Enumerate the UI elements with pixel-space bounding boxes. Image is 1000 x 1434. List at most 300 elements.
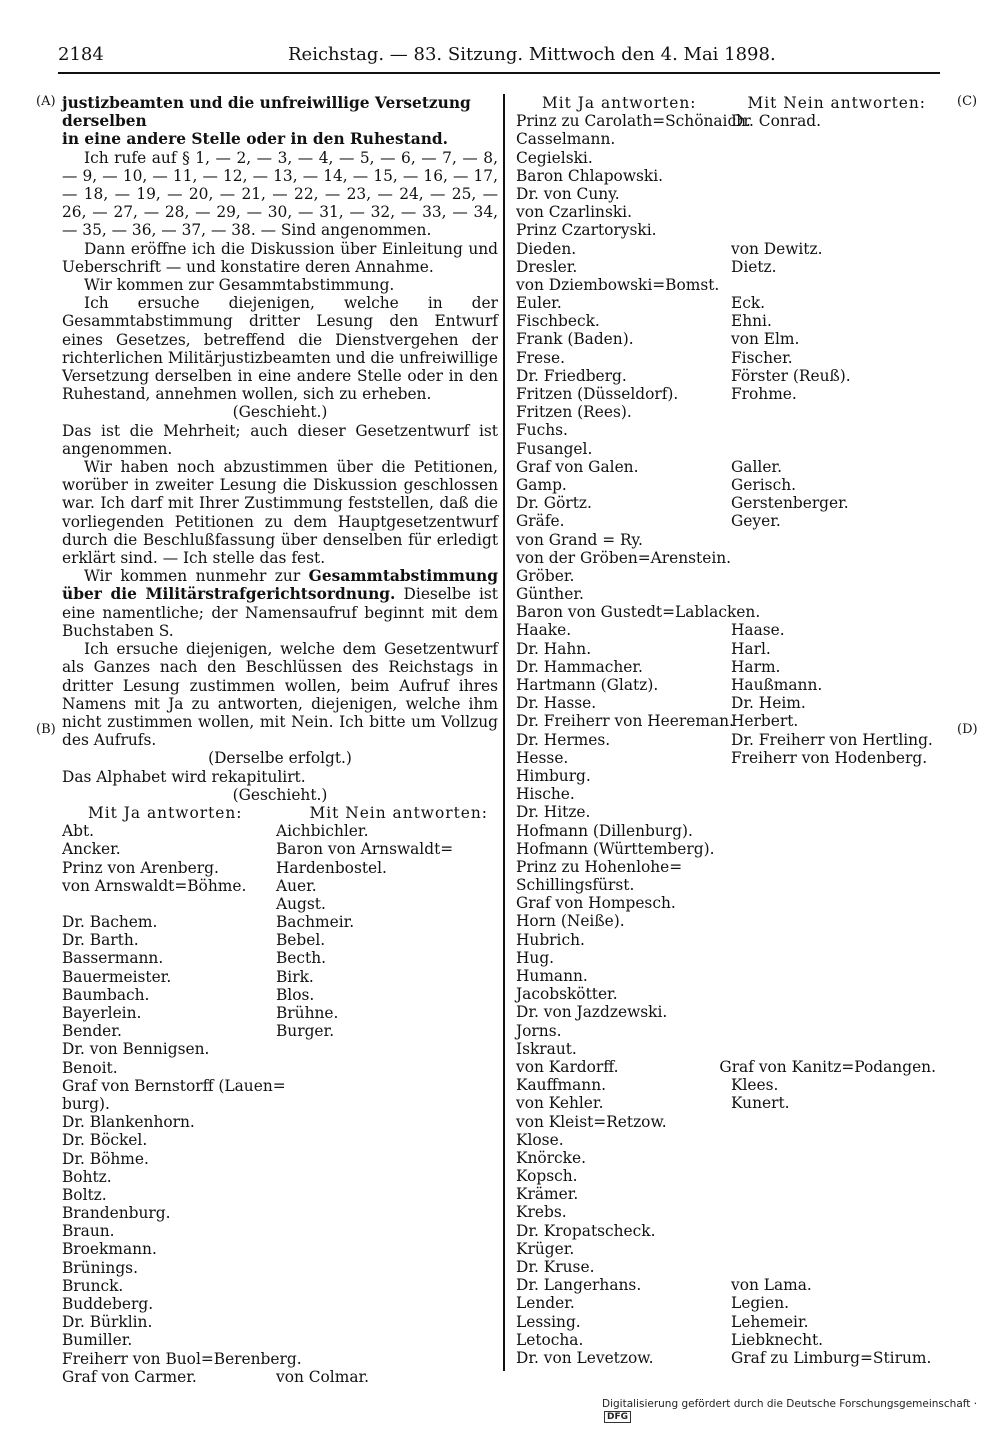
no-name — [731, 185, 936, 203]
vote-row — [62, 1168, 498, 1186]
no-name: Liebknecht. — [731, 1330, 824, 1349]
vote-row — [516, 276, 936, 294]
no-name: Frohme. — [731, 385, 797, 404]
vote-row — [62, 1350, 498, 1368]
yes-name: Graf von Carmer. — [62, 1367, 197, 1386]
margin-mark-d: (D) — [957, 722, 978, 737]
vote-row — [516, 640, 936, 658]
no-name: Haase. — [731, 621, 785, 640]
yes-name: Benoit. — [62, 1058, 118, 1077]
no-name — [731, 949, 936, 967]
vote-row — [516, 549, 936, 567]
left-column — [62, 94, 498, 1386]
vote-row — [516, 858, 936, 876]
vote-row — [516, 130, 936, 148]
no-name — [731, 894, 936, 912]
no-name: Bebel. — [276, 931, 326, 950]
yes-name: Braun. — [62, 1222, 115, 1241]
vote-row — [62, 1186, 498, 1204]
vote-row — [62, 859, 498, 877]
vote-row — [516, 1113, 936, 1131]
vote-row — [516, 676, 936, 694]
yes-name: Bauermeister. — [62, 967, 172, 986]
vote-row — [62, 1240, 498, 1258]
no-name: Harl. — [731, 639, 771, 658]
yes-name: Baron Chlapowski. — [516, 166, 664, 185]
no-name — [276, 1222, 498, 1240]
paragraph-instructions: Ich ersuche diejenigen, welche dem Gesetzentwurf als Ganzes nach den Beschlüssen des Reichstags in dritter Lesung zustimmen wollen, beim Aufruf ihres Namens mit Ja zu antworten, diejenigen, welche ihm nicht zustimmen wollen, mit Nein. Ich bitte um Vollzug des Aufrufs. — [62, 640, 498, 750]
no-name — [731, 967, 936, 985]
no-name — [731, 931, 936, 949]
no-name — [731, 876, 936, 894]
vote-row — [62, 968, 498, 986]
yes-name: Brunck. — [62, 1276, 124, 1295]
vote-row — [516, 694, 936, 712]
yes-name: Bayerlein. — [62, 1004, 142, 1022]
yes-name: Dr. Langerhans. — [516, 1276, 642, 1295]
no-name — [731, 421, 936, 439]
no-name — [276, 1168, 498, 1186]
vote-row — [516, 585, 936, 603]
no-name — [276, 1331, 498, 1349]
yes-name: Hug. — [516, 948, 555, 967]
paragraph-roll-call — [62, 567, 498, 640]
no-name: Dr. Conrad. — [731, 112, 822, 131]
vote-row — [516, 421, 936, 439]
yes-name: von Grand = Ry. — [516, 530, 643, 549]
yes-name: Prinz zu Hohenlohe= — [516, 857, 683, 876]
yes-name: Broekmann. — [62, 1240, 157, 1259]
yes-name: von Kardorff. — [516, 1057, 619, 1076]
no-name — [731, 1113, 936, 1131]
no-name: Becth. — [276, 949, 327, 968]
vote-heading-right — [516, 94, 936, 112]
vote-row — [516, 603, 936, 621]
yes-name: Bassermann. — [62, 949, 164, 968]
vote-row — [516, 1022, 936, 1040]
yes-name: Baumbach. — [62, 985, 150, 1004]
intro-heading-line-2: in eine andere Stelle oder in den Ruhestand. — [62, 130, 449, 149]
no-name — [731, 1003, 936, 1021]
vote-row — [516, 494, 936, 512]
yes-name: Gräfe. — [516, 512, 565, 531]
vote-row — [516, 1167, 936, 1185]
yes-name: Fritzen (Düsseldorf). — [516, 385, 679, 404]
vote-row — [516, 349, 936, 367]
no-name — [731, 803, 936, 821]
yes-name: burg). — [62, 1094, 110, 1113]
no-name — [731, 767, 936, 785]
vote-row — [516, 767, 936, 785]
vote-row — [516, 1203, 936, 1221]
no-name: Bachmeir. — [276, 913, 355, 932]
vote-row — [62, 1259, 498, 1277]
vote-row — [516, 512, 936, 530]
yes-name: Dr. Hahn. — [516, 639, 592, 658]
vote-row — [516, 185, 936, 203]
no-name — [731, 1185, 936, 1203]
no-name: Eck. — [731, 294, 766, 313]
vote-row — [516, 822, 936, 840]
vote-row — [62, 1204, 498, 1222]
yes-name: Dr. Kropatscheck. — [516, 1221, 656, 1240]
no-name — [276, 1095, 498, 1113]
yes-name: Dr. Friedberg. — [516, 366, 627, 385]
no-name: Birk. — [276, 967, 314, 986]
paragraph-overall-vote: Wir kommen zur Gesammtabstimmung. — [84, 276, 395, 295]
vote-row — [516, 385, 936, 403]
vote-row — [516, 1258, 936, 1276]
no-name: Lehemeir. — [731, 1312, 809, 1331]
no-name: Dietz. — [731, 257, 777, 276]
yes-name: Knörcke. — [516, 1148, 586, 1167]
vote-row — [516, 167, 936, 185]
no-name — [731, 585, 936, 603]
margin-mark-c: (C) — [957, 94, 978, 109]
vote-row — [516, 149, 936, 167]
no-name — [731, 149, 936, 167]
header-rule — [58, 72, 940, 74]
yes-name: Hofmann (Württemberg). — [516, 839, 715, 858]
vote-row — [516, 749, 936, 767]
vote-row — [62, 1150, 498, 1168]
yes-name: Fritzen (Rees). — [516, 403, 632, 422]
yes-name: Hesse. — [516, 748, 569, 767]
no-name: Graf von Kanitz=Podangen. — [719, 1057, 936, 1076]
no-name — [731, 167, 936, 185]
vote-row — [516, 803, 936, 821]
yes-name: von der Gröben=Arenstein. — [516, 548, 732, 567]
no-name — [731, 840, 936, 858]
vote-row — [516, 912, 936, 930]
yes-name: Krüger. — [516, 1239, 575, 1258]
no-name: Freiherr von Hodenberg. — [731, 748, 928, 767]
yes-name: Freiherr von Buol=Berenberg. — [62, 1349, 302, 1368]
yes-name: Bohtz. — [62, 1167, 112, 1186]
yes-name: von Dziembowski=Bomst. — [516, 275, 720, 294]
roll-call-text-a: Wir kommen nunmehr zur — [84, 567, 309, 586]
vote-row — [516, 1131, 936, 1149]
intro-heading-line-1: justizbeamten und die unfreiwillige Versetzung derselben — [62, 94, 471, 131]
roll-call-text-c: Dieselbe ist eine namentliche; der Namensaufruf beginnt mit dem Buchstaben S. — [62, 585, 498, 640]
vote-row — [516, 1294, 936, 1312]
no-name — [731, 1203, 936, 1221]
yes-name: Kopsch. — [516, 1167, 578, 1186]
yes-name: Dresler. — [516, 257, 578, 276]
no-name: Dr. Freiherr von Hertling. — [731, 730, 933, 749]
vote-row — [516, 894, 936, 912]
vote-row — [516, 785, 936, 803]
no-name — [731, 403, 936, 421]
yes-name: Dr. von Levetzow. — [516, 1348, 654, 1367]
no-name — [276, 1040, 498, 1058]
vote-row — [516, 1349, 936, 1367]
no-name — [276, 1131, 498, 1149]
vote-row — [62, 1222, 498, 1240]
yes-name: Jorns. — [516, 1021, 562, 1040]
vote-row — [516, 1058, 936, 1076]
no-name: Herbert. — [731, 712, 799, 731]
yes-name: Dr. Blankenhorn. — [62, 1113, 195, 1132]
no-name — [276, 1113, 498, 1131]
stage-direction-2: (Derselbe erfolgt.) — [208, 749, 352, 768]
vote-row — [516, 203, 936, 221]
no-name — [731, 603, 936, 621]
vote-row — [62, 895, 498, 913]
vote-row — [62, 1368, 498, 1386]
no-name: Baron von Arnswaldt= — [276, 840, 454, 859]
yes-name: Abt. — [62, 822, 95, 841]
yes-name: Gröber. — [516, 566, 575, 585]
yes-name: von Arnswaldt=Böhme. — [62, 876, 247, 895]
vote-yes-heading: Mit Ja antworten: — [88, 803, 243, 822]
vote-row — [516, 112, 936, 130]
yes-name: Boltz. — [62, 1185, 107, 1204]
no-name: Harm. — [731, 657, 781, 676]
yes-name: Letocha. — [516, 1330, 584, 1349]
paragraph-sections: Ich rufe auf § 1, — 2, — 3, — 4, — 5, — 6, — 7, — 8, — 9, — 10, — 11, — 12, — 13, — 14, — 15, — 16, — 17, — 18, — 19, — 20, — 21, — 22, — 23, — 24, — 25, — 26, — 27, — 28, — 29, — 30, — 31, — 32, — 33, — 34, — 35, — 36, — 37, — 38. — Sind angenommen. — [62, 148, 498, 240]
no-name: Aichbichler. — [276, 822, 369, 841]
no-name: Blos. — [276, 985, 315, 1004]
yes-name: Gamp. — [516, 475, 567, 494]
yes-name: Dr. Hermes. — [516, 730, 611, 749]
no-name: Kunert. — [731, 1094, 790, 1113]
yes-name: von Kehler. — [516, 1094, 604, 1113]
yes-name: Fuchs. — [516, 421, 568, 440]
vote-row — [62, 822, 498, 840]
vote-row — [62, 986, 498, 1004]
yes-name: Dr. Hasse. — [516, 694, 597, 713]
vote-row — [516, 876, 936, 894]
no-name — [731, 1222, 936, 1240]
no-name — [731, 985, 936, 1003]
no-name — [731, 822, 936, 840]
yes-name: Prinz von Arenberg. — [62, 858, 219, 877]
vote-row — [62, 1022, 498, 1040]
no-name — [731, 130, 936, 148]
no-name — [731, 203, 936, 221]
no-name — [276, 1150, 498, 1168]
no-name — [276, 1295, 498, 1313]
no-name — [731, 1149, 936, 1167]
paragraph-request: Ich ersuche diejenigen, welche in der Gesammtabstimmung dritter Lesung den Entwurf eines Gesetzes, betreffend die Dienstvergehen der richterlichen Militärjustizbeamten und die unfreiwillige Versetzung derselben in eine andere Stelle oder in den Ruhestand, annehmen wollen, sich zu erheben. — [62, 294, 498, 404]
yes-name: Dr. Hammacher. — [516, 657, 643, 676]
yes-name: Dr. von Cuny. — [516, 184, 620, 203]
yes-name: Buddeberg. — [62, 1295, 154, 1313]
no-name: Graf zu Limburg=Stirum. — [731, 1348, 932, 1367]
yes-name: Dr. von Jazdzewski. — [516, 1003, 668, 1022]
yes-name: Graf von Bernstorff (Lauen= — [62, 1076, 286, 1095]
vote-row — [62, 1095, 498, 1113]
page-number: 2184 — [58, 44, 104, 65]
yes-name: Humann. — [516, 967, 588, 986]
yes-name: Dr. Böhme. — [62, 1149, 149, 1168]
yes-name: Frese. — [516, 348, 566, 367]
yes-name — [62, 895, 276, 913]
yes-name: Hubrich. — [516, 930, 585, 949]
no-name — [276, 1259, 498, 1277]
no-name — [731, 531, 936, 549]
yes-name: Hofmann (Dillenburg). — [516, 821, 693, 840]
vote-row — [516, 949, 936, 967]
yes-name: Dr. Freiherr von Heereman. — [516, 712, 734, 731]
no-name — [731, 785, 936, 803]
no-name: Legien. — [731, 1294, 790, 1313]
yes-name: Haake. — [516, 621, 572, 640]
yes-name: Lessing. — [516, 1312, 581, 1331]
yes-name: Graf von Galen. — [516, 457, 639, 476]
vote-yes-heading-right: Mit Ja antworten: — [542, 94, 697, 112]
no-name — [731, 1258, 936, 1276]
no-name — [276, 1186, 498, 1204]
yes-name: Dieden. — [516, 239, 577, 258]
no-name — [276, 1204, 498, 1222]
vote-row — [516, 840, 936, 858]
no-name: Dr. Heim. — [731, 694, 806, 713]
vote-row — [62, 1295, 498, 1313]
yes-name: Fischbeck. — [516, 312, 600, 331]
vote-row — [516, 567, 936, 585]
vote-row — [516, 967, 936, 985]
vote-row — [62, 913, 498, 931]
right-column — [516, 94, 936, 1367]
vote-row — [516, 731, 936, 749]
no-name — [731, 276, 936, 294]
no-name: Burger. — [276, 1022, 335, 1041]
right-vote-list — [516, 112, 936, 1367]
no-name: Klees. — [731, 1076, 779, 1095]
vote-row — [516, 1094, 936, 1112]
no-name: von Elm. — [731, 330, 800, 349]
left-vote-list — [62, 822, 498, 1386]
footer-credit — [602, 1398, 1000, 1423]
vote-row — [516, 1076, 936, 1094]
yes-name: Ancker. — [62, 840, 121, 859]
no-name: Auer. — [276, 876, 317, 895]
vote-row — [62, 1059, 498, 1077]
vote-row — [516, 294, 936, 312]
vote-row — [516, 531, 936, 549]
no-name — [276, 1077, 498, 1095]
yes-name: Euler. — [516, 294, 562, 313]
yes-name: Himburg. — [516, 766, 591, 785]
yes-name: Dr. Bürklin. — [62, 1313, 153, 1332]
no-name — [276, 1350, 498, 1368]
yes-name: Cegielski. — [516, 148, 593, 167]
no-name — [731, 1040, 936, 1058]
vote-row — [516, 476, 936, 494]
paragraph-majority: Das ist die Mehrheit; auch dieser Gesetzentwurf ist angenommen. — [62, 421, 498, 458]
no-name — [731, 1022, 936, 1040]
no-name — [276, 1277, 498, 1295]
yes-name: Lender. — [516, 1294, 575, 1313]
margin-mark-a: (A) — [36, 94, 56, 109]
no-name — [731, 912, 936, 930]
yes-name: Graf von Hompesch. — [516, 894, 676, 913]
vote-row — [516, 258, 936, 276]
vote-row — [62, 1131, 498, 1149]
no-name — [276, 1240, 498, 1258]
vote-row — [516, 312, 936, 330]
stage-direction: (Geschieht.) — [232, 403, 328, 422]
yes-name: Bumiller. — [62, 1331, 133, 1350]
yes-name: Horn (Neiße). — [516, 912, 625, 931]
no-name: Brühne. — [276, 1004, 339, 1022]
no-name: Gerisch. — [731, 475, 797, 494]
no-name: Geyer. — [731, 512, 781, 531]
vote-row — [62, 1331, 498, 1349]
vote-row — [62, 1113, 498, 1131]
yes-name: Dr. Barth. — [62, 931, 139, 950]
yes-name: Krebs. — [516, 1203, 567, 1222]
no-name: von Colmar. — [276, 1367, 370, 1386]
yes-name: Baron von Gustedt=Lablacken. — [516, 603, 761, 622]
paragraph-alphabet: Das Alphabet wird rekapitulirt. — [62, 767, 306, 786]
margin-mark-b: (B) — [36, 722, 56, 737]
yes-name: Dr. Bachem. — [62, 913, 158, 932]
yes-name: Krämer. — [516, 1185, 579, 1204]
no-name: Hardenbostel. — [276, 858, 387, 877]
vote-row — [516, 931, 936, 949]
yes-name: von Czarlinski. — [516, 203, 632, 222]
paragraph-petitions: Wir haben noch abzustimmen über die Petitionen, worüber in zweiter Lesung die Diskussion geschlossen war. Ich darf mit Ihrer Zustimmung feststellen, daß die vorliegenden Petitionen zu dem Hauptgesetzentwurf durch die Beschlußfassung über denselben für erledigt erklärt sind. — Ich stelle das fest. — [62, 458, 498, 568]
yes-name: Dr. Görtz. — [516, 494, 592, 513]
vote-row — [62, 1004, 498, 1022]
vote-row — [516, 1003, 936, 1021]
no-name: Förster (Reuß). — [731, 366, 851, 385]
yes-name: von Kleist=Retzow. — [516, 1112, 667, 1131]
vote-row — [62, 840, 498, 858]
vote-row — [516, 458, 936, 476]
vote-row — [516, 621, 936, 639]
yes-name: Dr. Böckel. — [62, 1131, 148, 1150]
vote-row — [516, 221, 936, 239]
vote-row — [62, 1077, 498, 1095]
roll-call-bold: Gesammtabstimmung über die Militärstrafgerichtsordnung. — [62, 567, 498, 604]
footer-text: Digitalisierung gefördert durch die Deutsche Forschungsgemeinschaft · — [602, 1398, 978, 1410]
no-name: Galler. — [731, 457, 782, 476]
no-name: von Dewitz. — [731, 239, 823, 258]
vote-row — [516, 1040, 936, 1058]
vote-row — [516, 1149, 936, 1167]
yes-name: Brünings. — [62, 1258, 138, 1277]
yes-name: Bender. — [62, 1022, 122, 1041]
no-name — [731, 440, 936, 458]
no-name — [731, 221, 936, 239]
vote-row — [62, 1040, 498, 1058]
no-name — [731, 1240, 936, 1258]
vote-row — [516, 440, 936, 458]
yes-name: Prinz zu Carolath=Schönaich. — [516, 112, 751, 131]
yes-name: Iskraut. — [516, 1039, 577, 1058]
no-name — [731, 1167, 936, 1185]
vote-row — [516, 330, 936, 348]
vote-heading — [62, 804, 498, 822]
column-divider — [503, 94, 505, 1371]
vote-row — [516, 1276, 936, 1294]
yes-name: Günther. — [516, 585, 584, 604]
vote-row — [516, 1240, 936, 1258]
yes-name: Dr. von Bennigsen. — [62, 1040, 210, 1059]
no-name — [276, 1313, 498, 1331]
yes-name: Jacobskötter. — [516, 985, 618, 1004]
no-name: Gerstenberger. — [731, 494, 849, 513]
no-name: Ehni. — [731, 312, 772, 331]
vote-row — [516, 367, 936, 385]
stage-direction-3: (Geschieht.) — [232, 785, 328, 804]
no-name: Fischer. — [731, 348, 793, 367]
no-name — [731, 549, 936, 567]
